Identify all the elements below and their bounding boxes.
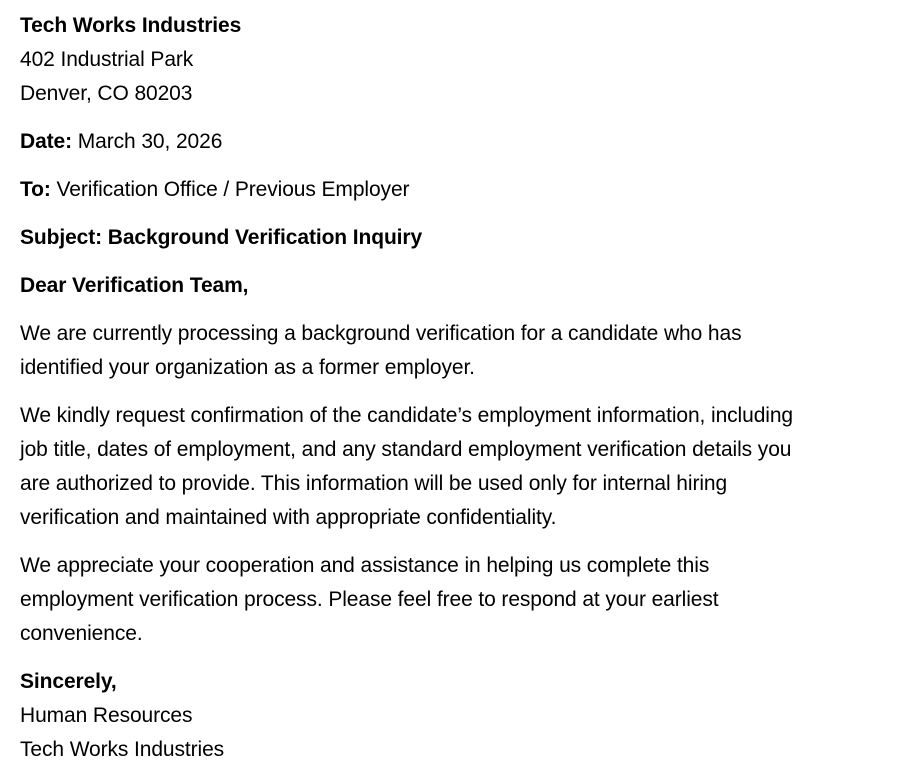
paragraph-line: convenience. <box>20 622 143 645</box>
body-paragraph-2 <box>20 399 880 535</box>
body-paragraph-1 <box>20 317 880 385</box>
salutation-text: Dear Verification Team, <box>20 274 249 297</box>
paragraph-line: We kindly request confirmation of the candidate’s employment information, including <box>20 404 794 427</box>
signature-company: Tech Works Industries <box>20 738 225 761</box>
date-value: March 30, 2026 <box>77 130 223 153</box>
paragraph-line: are authorized to provide. This information will be used only for internal hiring <box>20 472 728 495</box>
to-line <box>20 173 880 207</box>
paragraph-line: We are currently processing a background verification for a candidate who has <box>20 322 742 345</box>
paragraph-line: We appreciate your cooperation and assistance in helping us complete this <box>20 554 710 577</box>
closing-block <box>20 665 880 767</box>
paragraph-line: job title, dates of employment, and any standard employment verification details you <box>20 438 792 461</box>
signature-department: Human Resources <box>20 704 193 727</box>
body-paragraph-3 <box>20 549 880 651</box>
paragraph-line: identified your organization as a former employer. <box>20 356 475 379</box>
date-line <box>20 125 880 159</box>
subject-line <box>20 221 880 255</box>
subject-text: Subject: Background Verification Inquiry <box>20 226 423 249</box>
paragraph-line: employment verification process. Please feel free to respond at your earliest <box>20 588 719 611</box>
to-label: To: <box>20 178 51 201</box>
sender-address-line-1: 402 Industrial Park <box>20 48 194 71</box>
sender-block <box>20 9 880 111</box>
sender-address-line-2: Denver, CO 80203 <box>20 82 193 105</box>
paragraph-line: verification and maintained with appropriate confidentiality. <box>20 506 557 529</box>
salutation <box>20 269 880 303</box>
to-value: Verification Office / Previous Employer <box>56 178 410 201</box>
signoff: Sincerely, <box>20 670 117 693</box>
date-label: Date: <box>20 130 73 153</box>
sender-company: Tech Works Industries <box>20 14 242 37</box>
